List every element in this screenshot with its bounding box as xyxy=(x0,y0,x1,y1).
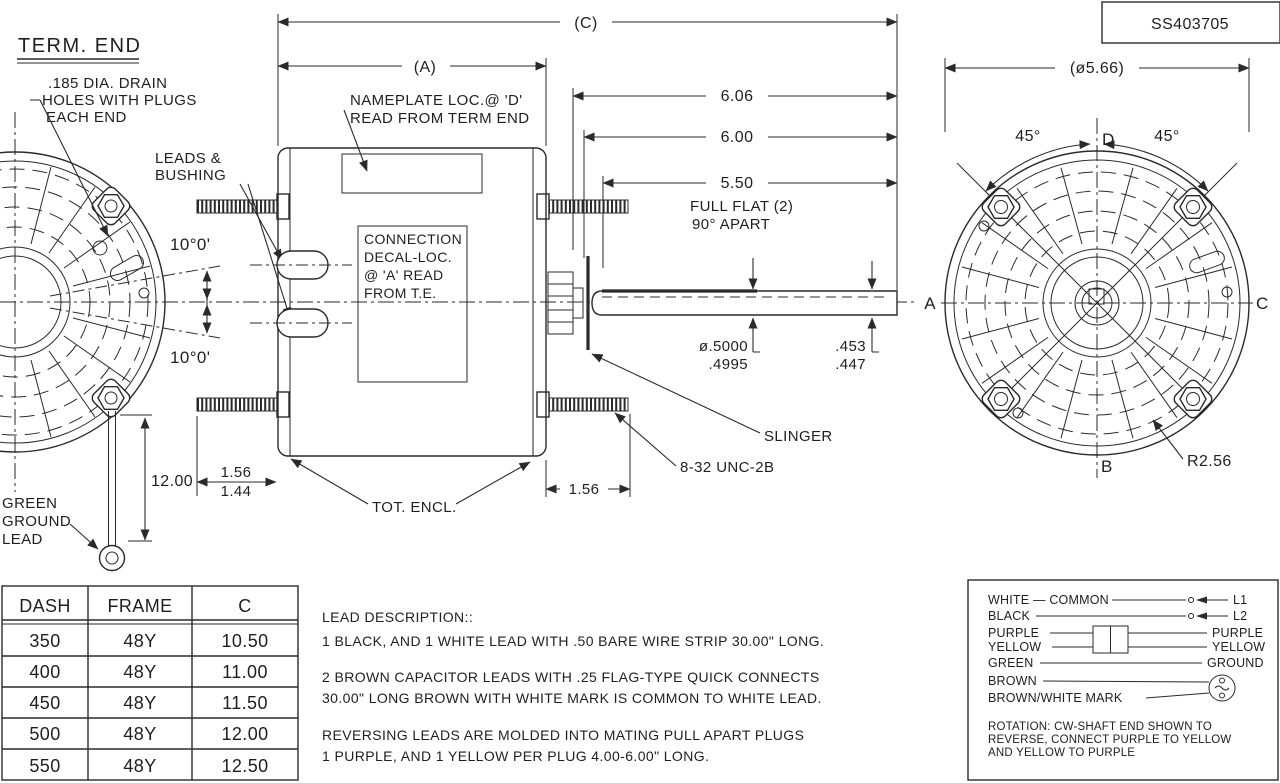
cell-dash-1: 400 xyxy=(29,662,61,682)
cell-frame-1: 48Y xyxy=(123,662,157,682)
table-row xyxy=(29,662,267,682)
angle-top-label: 10°0' xyxy=(170,235,211,254)
cell-frame-3: 48Y xyxy=(123,724,157,744)
rotation-note-line3: AND YELLOW TO PURPLE xyxy=(988,747,1136,759)
drain-note-line3: EACH END xyxy=(46,109,127,126)
cell-c-3: 12.00 xyxy=(221,724,269,744)
table-row xyxy=(29,724,268,744)
stud-dim-min: 1.44 xyxy=(220,483,252,500)
term-end-title: TERM. END xyxy=(18,35,142,57)
rotation-note-line2: REVERSE, CONNECT PURPLE TO YELLOW xyxy=(988,734,1232,746)
angle-bottom-label: 10°0' xyxy=(170,348,211,367)
wire-purple-left-label: PURPLE xyxy=(988,626,1040,640)
angle-left-label: 45° xyxy=(1015,128,1041,145)
cell-dash-4: 550 xyxy=(29,756,61,776)
wire-yellow-left-label: YELLOW xyxy=(988,640,1042,654)
table-row xyxy=(29,693,267,713)
terminal-end-view xyxy=(0,35,290,571)
lead-desc-title: LEAD DESCRIPTION:: xyxy=(322,609,474,625)
side-view xyxy=(197,12,897,516)
point-a-label: A xyxy=(924,294,936,313)
cell-c-1: 11.00 xyxy=(222,662,268,682)
title-block xyxy=(1102,2,1280,43)
vent-slot-right xyxy=(1188,249,1227,274)
slinger-label: SLINGER xyxy=(764,428,833,445)
dim-overall-label: (C) xyxy=(574,15,598,32)
leads-note-line1: LEADS & xyxy=(155,150,222,167)
shaft-dia-min: .4995 xyxy=(708,356,748,373)
leads-note-line2: BUSHING xyxy=(155,167,227,184)
radius-label: R2.56 xyxy=(1187,453,1232,470)
cell-dash-3: 500 xyxy=(29,724,61,744)
flat-min: .447 xyxy=(835,356,866,373)
point-d-label: D xyxy=(1102,130,1115,149)
wire-brown-label: BROWN xyxy=(988,674,1037,688)
dim-600-label: 6.00 xyxy=(720,129,754,146)
table-row xyxy=(29,756,268,776)
drain-note-line2: HOLES WITH PLUGS xyxy=(42,92,197,109)
flat-max: .453 xyxy=(835,338,866,355)
rotation-note-line1: ROTATION: CW-SHAFT END SHOWN TO xyxy=(988,721,1213,733)
small-hole xyxy=(139,288,149,298)
flat-note-line1: FULL FLAT (2) xyxy=(690,198,794,215)
lead-desc-line5: REVERSING LEADS ARE MOLDED INTO MATING PULL APART PLUGS xyxy=(322,727,805,743)
decal-line3: @ 'A' READ xyxy=(364,267,444,283)
dia-dim-label: (ø5.66) xyxy=(1069,60,1125,77)
drain-note-line1: .185 DIA. DRAIN xyxy=(48,75,168,92)
flat-note-line2: 90° APART xyxy=(692,216,771,233)
point-b-label: B xyxy=(1101,457,1113,476)
decal-line2: DECAL-LOC. xyxy=(364,249,453,265)
thread-label: 8-32 UNC-2B xyxy=(680,459,775,476)
dim-606-label: 6.06 xyxy=(720,88,754,105)
enclosure-label: TOT. ENCL. xyxy=(372,499,457,516)
plug-arrow-icon xyxy=(1196,613,1207,620)
cell-frame-0: 48Y xyxy=(123,631,157,651)
angle-right-label: 45° xyxy=(1154,128,1180,145)
ground-length-label: 12.00 xyxy=(151,473,194,490)
table-header-frame: FRAME xyxy=(107,596,173,616)
bolt-bottom xyxy=(90,377,132,419)
cell-frame-2: 48Y xyxy=(123,693,157,713)
radius-leader xyxy=(1153,420,1183,459)
lead-desc-line2: 1 BLACK, AND 1 WHITE LEAD WITH .50 BARE WIRE STRIP 30.00" LONG. xyxy=(322,633,825,649)
shaft xyxy=(592,291,897,315)
ground-note-leader xyxy=(70,524,98,549)
lead-desc-line3: 2 BROWN CAPACITOR LEADS WITH .25 FLAG-TYPE QUICK CONNECTS xyxy=(322,669,820,685)
plug-terminal-icon xyxy=(1189,598,1194,603)
capacitor-icon xyxy=(1209,675,1235,701)
table-row xyxy=(29,631,268,651)
part-number: SS403705 xyxy=(1151,16,1229,33)
wire-green-label: GREEN xyxy=(988,656,1034,670)
lead-desc-line6: 1 PURPLE, AND 1 YELLOW PER PLUG 4.00-6.00" LONG. xyxy=(322,748,710,764)
stud-dim-max: 1.56 xyxy=(220,464,252,481)
cell-dash-2: 450 xyxy=(29,693,61,713)
leads-leader-1 xyxy=(240,184,282,260)
wire-yellow-right-label: YELLOW xyxy=(1212,640,1266,654)
wire-black-label: BLACK xyxy=(988,609,1030,623)
wire-ground-label: GROUND xyxy=(1207,656,1264,670)
shaft-end-view xyxy=(924,58,1268,478)
wire-purple-right-label: PURPLE xyxy=(1212,626,1264,640)
cell-c-4: 12.50 xyxy=(221,756,269,776)
decal-line4: FROM T.E. xyxy=(364,285,437,301)
wire-white-label: WHITE — COMMON xyxy=(988,593,1109,607)
lead-desc-line4: 30.00" LONG BROWN WITH WHITE MARK IS COMMON TO WHITE LEAD. xyxy=(322,690,822,706)
wire-brown-white-label: BROWN/WHITE MARK xyxy=(988,691,1123,705)
wire-l1-label: L1 xyxy=(1233,593,1248,607)
plug-arrow-icon xyxy=(1196,597,1207,604)
size-table xyxy=(2,586,298,780)
cell-c-0: 10.50 xyxy=(221,631,269,651)
plug-terminal-icon xyxy=(1189,614,1194,619)
wiring-diagram xyxy=(968,580,1278,780)
decal-line1: CONNECTION xyxy=(364,231,463,247)
ground-note-line1: GREEN xyxy=(2,495,58,512)
dim-body-label: (A) xyxy=(413,59,437,76)
wire-l2-label: L2 xyxy=(1233,609,1248,623)
shaft-dia-max: ø.5000 xyxy=(698,338,748,355)
bearing-hub xyxy=(548,272,583,334)
point-c-label: C xyxy=(1256,294,1269,313)
ground-note-line3: LEAD xyxy=(2,531,43,548)
ground-lead xyxy=(100,411,125,571)
table-header-dash: DASH xyxy=(19,596,71,616)
lead-description xyxy=(322,609,824,764)
cell-frame-4: 48Y xyxy=(123,756,157,776)
table-header-c: C xyxy=(238,596,252,616)
dim-550-label: 5.50 xyxy=(720,175,754,192)
nameplate-note-line1: NAMEPLATE LOC.@ 'D' xyxy=(350,92,523,109)
cell-c-2: 11.50 xyxy=(222,693,268,713)
right-stud-dim: 1.56 xyxy=(568,481,600,498)
nameplate-note-line2: READ FROM TERM END xyxy=(350,110,530,127)
thread-leader xyxy=(615,413,676,466)
cell-dash-0: 350 xyxy=(29,631,61,651)
ground-note-line2: GROUND xyxy=(2,513,72,530)
